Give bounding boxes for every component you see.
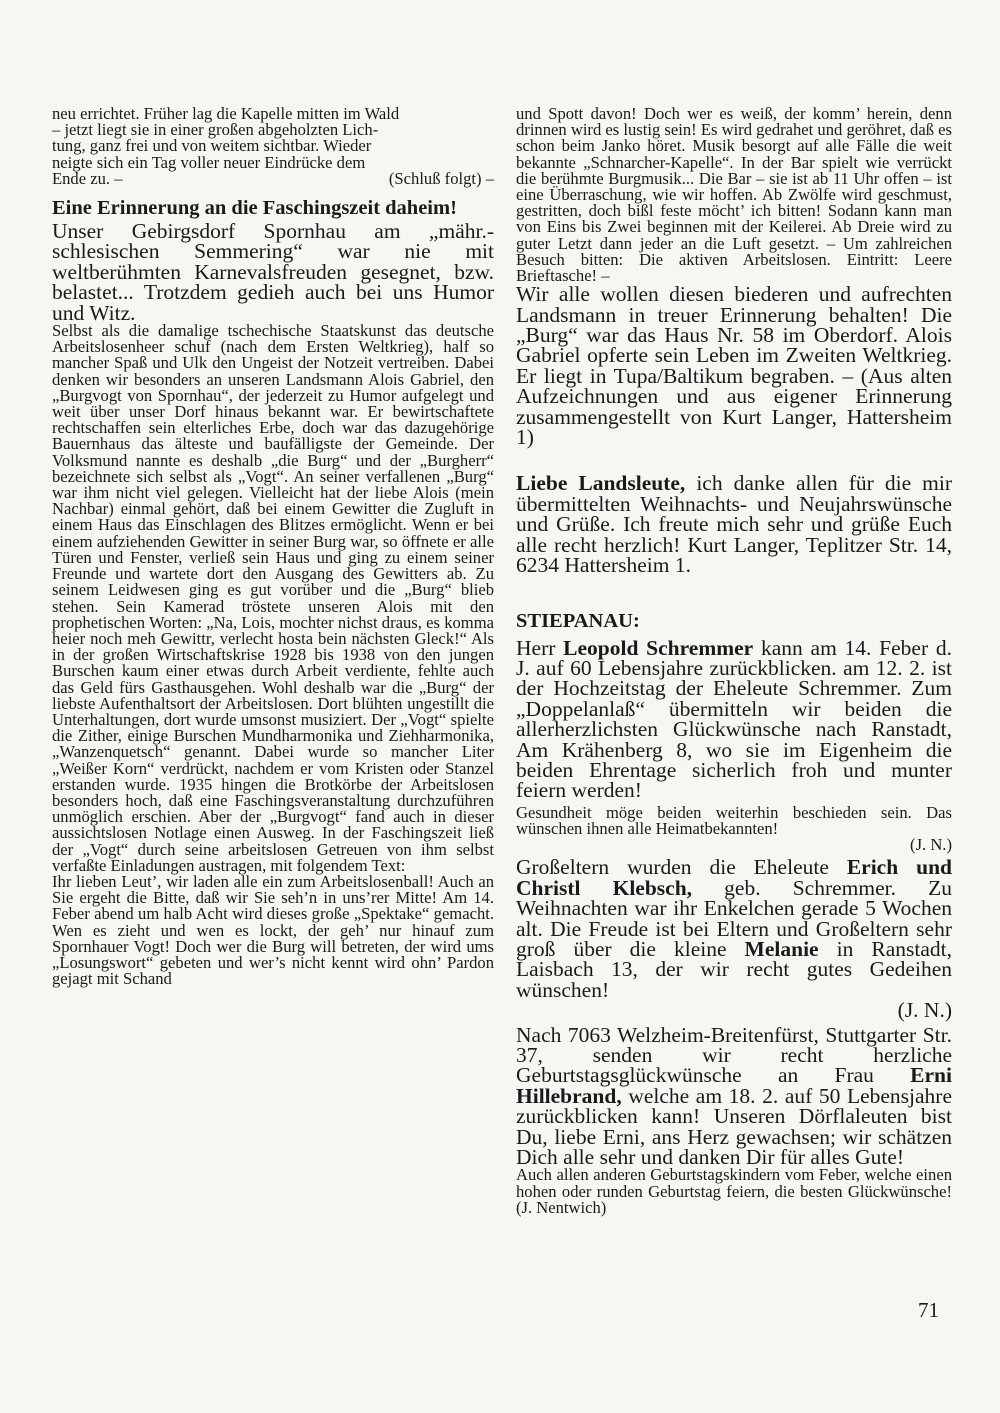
left-column: [52, 106, 494, 987]
text-fragment: geb. Schremmer. Zu Weihnachten war ihr Enkelchen gerade 5 Wochen alt. Die Freude ist bei Eltern und Großeltern sehr groß über die kleine: [516, 875, 952, 961]
signature: (J. N.): [910, 835, 952, 855]
general-birthday-wishes: Auch allen anderen Geburtstagskindern vom Feber, welche einen hohen oder runden Geburtstag feiern, die besten Glückwünsche! (J. Nentwich): [516, 1165, 952, 1217]
signature-row: [516, 998, 952, 1023]
person-name: Erich und Christl Klebsch,: [516, 855, 952, 900]
intro-line: – jetzt liegt sie in einer großen abgeholzten Lich-: [52, 120, 379, 140]
memorial-paragraph: Wir alle wollen diesen biederen und aufrechten Landsmann in treuer Erinnerung behalten! Die „Burg“ war das Haus Nr. 58 im Oberdorf. Alois Gabriel opferte sein Leben im Zweiten Weltkrieg. Er liegt in Tupa/Baltikum begraben. – (Aus alten Aufzeichnungen und aus eigener Erinnerung zusammengestellt von Kurt Langer, Hattersheim 1): [516, 282, 952, 450]
text-fragment: kann am 14. Feber d. J. auf 60 Lebensjahre zurückblicken. am 12. 2. ist der Hochzeitstag der Eheleute Schremmer. Zum „Doppelanlaß“ übermitteln wir beiden die allerherzlichsten Glückwünsche nach Ranstadt, Am Krähenberg 8, wo sie im Eigenheim die beiden Ehrentage sicherlich froh und munter feiern werden!: [516, 635, 952, 803]
text-fragment: welche am 18. 2. auf 50 Lebensjahre zurückblicken kann! Unseren Dörflaleuten bist Du, liebe Erni, ans Herz gewachsen; wir schätzen Dich alle sehr und danken Dir für alles Gute!: [516, 1083, 952, 1170]
person-name: Erni Hillebrand,: [516, 1063, 952, 1108]
text-fragment: Großeltern wurden die Eheleute: [516, 855, 847, 880]
text-fragment: Nach 7063 Welzheim-Breitenfürst, Stuttgarter Str. 37, senden wir recht herzliche Geburtstagsglückwünsche an Frau: [516, 1022, 952, 1088]
article-body: Selbst als die damalige tschechische Staatskunst das deutsche Arbeitslosenheer schuf (nach dem Ersten Weltkrieg), half so mancher Spaß und Ulk den Ungeist der Notzeit vertreiben. Dabei denken wir besonders an unseren Landsmann Alois Gabriel, den „Burgvogt von Spornhau“, der jederzeit zu Humor aufgelegt und weit über unser Dorf hinaus bekannt war. Er bewirtschaftete rechtschaffen sein elterliches Erbe, doch war das dazugehörige Bauernhaus das älteste und baufälligste der Gemeinde. Der Volksmund nannte es deshalb „die Burg“ und der „Burgherr“ bezeichnete sich selbst als „Vogt“. An seiner verfallenen „Burg“ war ihm nicht viel gelegen. Vielleicht hat der liebe Alois (mein Nachbar) einmal gehört, daß bei einem Gewitter die Zugluft in einem Haus das Einschlagen des Blitzes ermöglicht. Wenn er bei einem aufziehenden Gewitter in seiner Burg war, so öffnete er alle Türen und Fenster, verließ sein Haus und ging zu einem seiner Freunde und wartete dort den Ausgang des Gewitters ab. Zu seinem Leidwesen ging es gut vorüber und die „Burg“ blieb stehen. Sein Kamerad tröstete unseren Alois mit den prophetischen Worten: „Na, Lois, mochter nichst draus, es komma heier noch meh Gewittr, verlecht hosta bein nächsten Gleck!“ Als in der großen Wirtschaftskrise 1928 bis 1938 von den jungen Burschen kaum einer etwas durch Arbeit verdiente, fehlte auch das Geld fürs Gasthausgehen. Wohl deshalb war die „Burg“ der liebste Aufenthaltsort der Arbeitslosen. Dort blühten ungestillt die Unterhaltungen, dort wurde umsonst musiziert. Der „Vogt“ spielte die Zither, einige Burschen Mundharmonika und Ziehharmonika, „Wanzenquetsch“ genannt. Dabei wurde so mancher Liter „Weißer Korn“ verdrückt, nachdem er vom Kristen oder Stanzel erstanden wurde. 1935 hingen die Brotkörbe der Arbeitslosen besonders hoch, daß eine Faschingsveranstaltung durchzuführen unmöglich erschien. Aber der „Burgvogt“ fand auch in dieser aussichtslosen Notlage einen Ausweg. In der Faschingszeit ließ der „Vogt“ durch seine arbeitslosen Getreuen von ihm selbst verfaßte Einladungen austragen, mit folgendem Text:: [52, 321, 494, 875]
birthday-hillebrand: [516, 1022, 952, 1170]
intro-line: neu errichtet. Früher lag die Kapelle mitten im Wald: [52, 104, 400, 123]
thanks-text: ich danke allen für die mir übermittelten Weihnachts- und Neujahrswünsche und Grüße. Ich freute mich sehr und grüße Euch alle recht herzlich! Kurt Langer, Teplitzer Str. 14, 6234 Hattersheim 1.: [516, 471, 953, 578]
text-fragment: in Ranstadt, Laisbach 13, der wir recht gutes Gedeihen wünschen!: [516, 937, 952, 1002]
person-name: Melanie: [744, 937, 819, 961]
signature: (J. N.): [897, 998, 952, 1023]
thanks-salutation: Liebe Landsleute,: [516, 471, 686, 496]
invitation-text: Ihr lieben Leut’, wir laden alle ein zum Arbeitslosenball! Auch an Sie ergeht die Bitte, daß wir Sie seh’n in uns’rer Mitte! Am 14. Feber abend um halb Acht wird dieses große „Spektake“ gemacht. Wen es zieht und wen es lockt, der geh’ nur hinauf zum Spornhauer Vogt! Doch wer die Burg will betreten, der wird ums „Losungswort“ gebeten und wer’s nicht kennt wird ohn’ Pardon gejagt mit Schand: [52, 871, 494, 989]
person-name: Leopold Schremmer: [563, 635, 754, 660]
birthday-schremmer: [516, 635, 952, 803]
thanks-paragraph: [516, 471, 953, 578]
intro-paragraph: [52, 106, 494, 187]
intro-last: Ende zu. –: [52, 168, 123, 188]
invitation-continuation: und Spott davon! Doch wer es weiß, der komm’ herein, denn drinnen wird es lustig sein! Es wird gedrahet und geröhret, daß es schon beim Janko höret. Musik besorgt auf alle Fälle die weit bekannte „Schnarcher-Kapelle“. In der Bar spielt wie verrückt die berühmte Burgmusik... Die Bar – sie ist ab 11 Uhr offen – ist eine Überraschung, wie wir hoffen. Ab Zwölfe wird geschmust, gestritten, doch bißl feste möcht’ ich bitten! Sodann kann man von Eins bis Zwei beginnen mit der Keilerei. Ab Dreie wird zu guter Letzt dann jeder an die Luft gesetzt. – Um zahlreichen Besuch bitten: Die aktiven Arbeitslosen. Eintritt: Leere Brieftasche! –: [516, 104, 952, 286]
to-be-continued-note: (Schluß folgt) –: [388, 168, 494, 188]
birthday-schremmer-wishes: [516, 802, 952, 838]
intro-line: tung, ganz frei und von weitem sichtbar. Wieder: [52, 136, 372, 156]
page-number: 71: [918, 1298, 939, 1322]
signature-row: [516, 837, 952, 853]
text-fragment: Herr: [516, 635, 564, 660]
grandparents-paragraph: [516, 857, 952, 1000]
article-lead: Unser Gebirgsdorf Spornhau am „mähr.-schlesischen Semmering“ war nie mit weltberühmten Karnevalsfreuden gesegnet, bzw. belastet... Trotzdem gedieh auch bei uns Humor und Witz.: [52, 219, 494, 325]
section-title: STIEPANAU:: [516, 609, 640, 632]
intro-line: neigte sich ein Tag voller neuer Eindrücke dem: [52, 152, 366, 172]
article-heading: Eine Erinnerung an die Faschingszeit daheim!: [52, 197, 457, 220]
intro-last-line: [52, 168, 494, 188]
wishes-text: Gesundheit möge beiden weiterhin beschieden sein. Das wünschen ihnen alle Heimatbekannten!: [516, 802, 952, 838]
right-column: [516, 106, 952, 1216]
